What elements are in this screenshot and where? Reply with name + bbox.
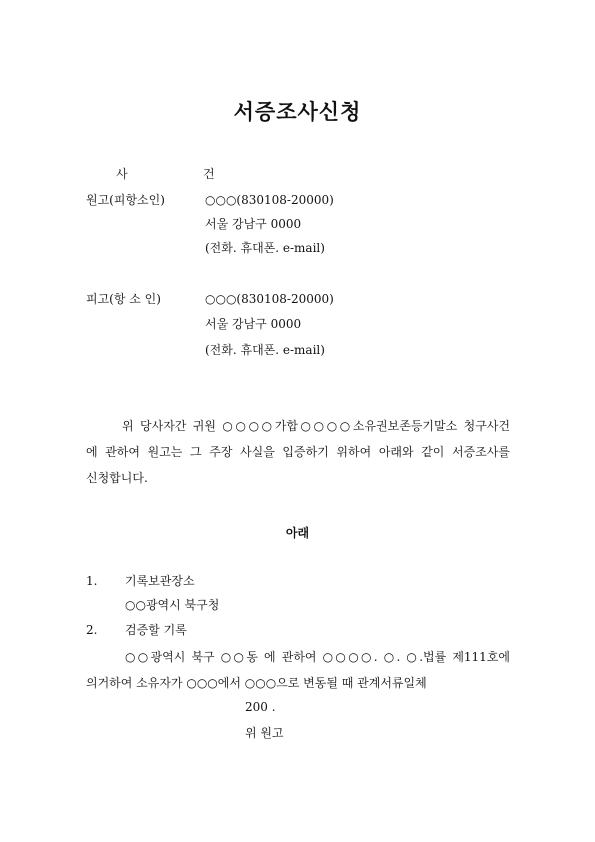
section-heading: 아래 <box>285 526 310 540</box>
item-2-detail-line-1: ○○광역시 북구 ○○동 에 관하여 ○○○○. ○. ○.법률 제111호에 <box>125 650 510 664</box>
defendant-name: ○○○(830108-20000) <box>205 292 334 306</box>
date-line: 200 . <box>245 700 276 714</box>
case-label-part-1: 사 <box>116 167 128 181</box>
plaintiff-address: 서울 강남구 0000 <box>205 217 302 231</box>
body-line-2: 에 관하여 원고는 그 주장 사실을 입증하기 위하여 아래와 같이 서증조사를 <box>86 445 510 459</box>
plaintiff-contact: (전화. 휴대폰. e-mail) <box>205 241 325 255</box>
item-2-detail-line-2: 의거하여 소유자가 ○○○에서 ○○○으로 변동될 때 관계서류일체 <box>86 676 427 690</box>
signature-line: 위 원고 <box>245 726 284 740</box>
plaintiff-name: ○○○(830108-20000) <box>205 193 334 207</box>
plaintiff-label: 원고(피항소인) <box>86 193 165 207</box>
document-title: 서증조사신청 <box>233 99 362 124</box>
body-line-1: 위 당사자간 귀원 ○○○○가합○○○○소유권보존등기말소 청구사건 <box>122 419 510 433</box>
case-label-part-2: 건 <box>203 167 215 181</box>
defendant-label: 피고(항 소 인) <box>86 292 161 306</box>
body-line-3: 신청합니다. <box>86 471 148 485</box>
defendant-address: 서울 강남구 0000 <box>205 317 302 331</box>
item-1-number: 1. <box>86 574 98 588</box>
item-2-number: 2. <box>86 623 98 637</box>
item-1-detail: ○○광역시 북구청 <box>125 598 220 612</box>
defendant-contact: (전화. 휴대폰. e-mail) <box>205 343 325 357</box>
item-2-label: 검증할 기록 <box>125 623 187 637</box>
item-1-label: 기록보관장소 <box>125 574 195 588</box>
